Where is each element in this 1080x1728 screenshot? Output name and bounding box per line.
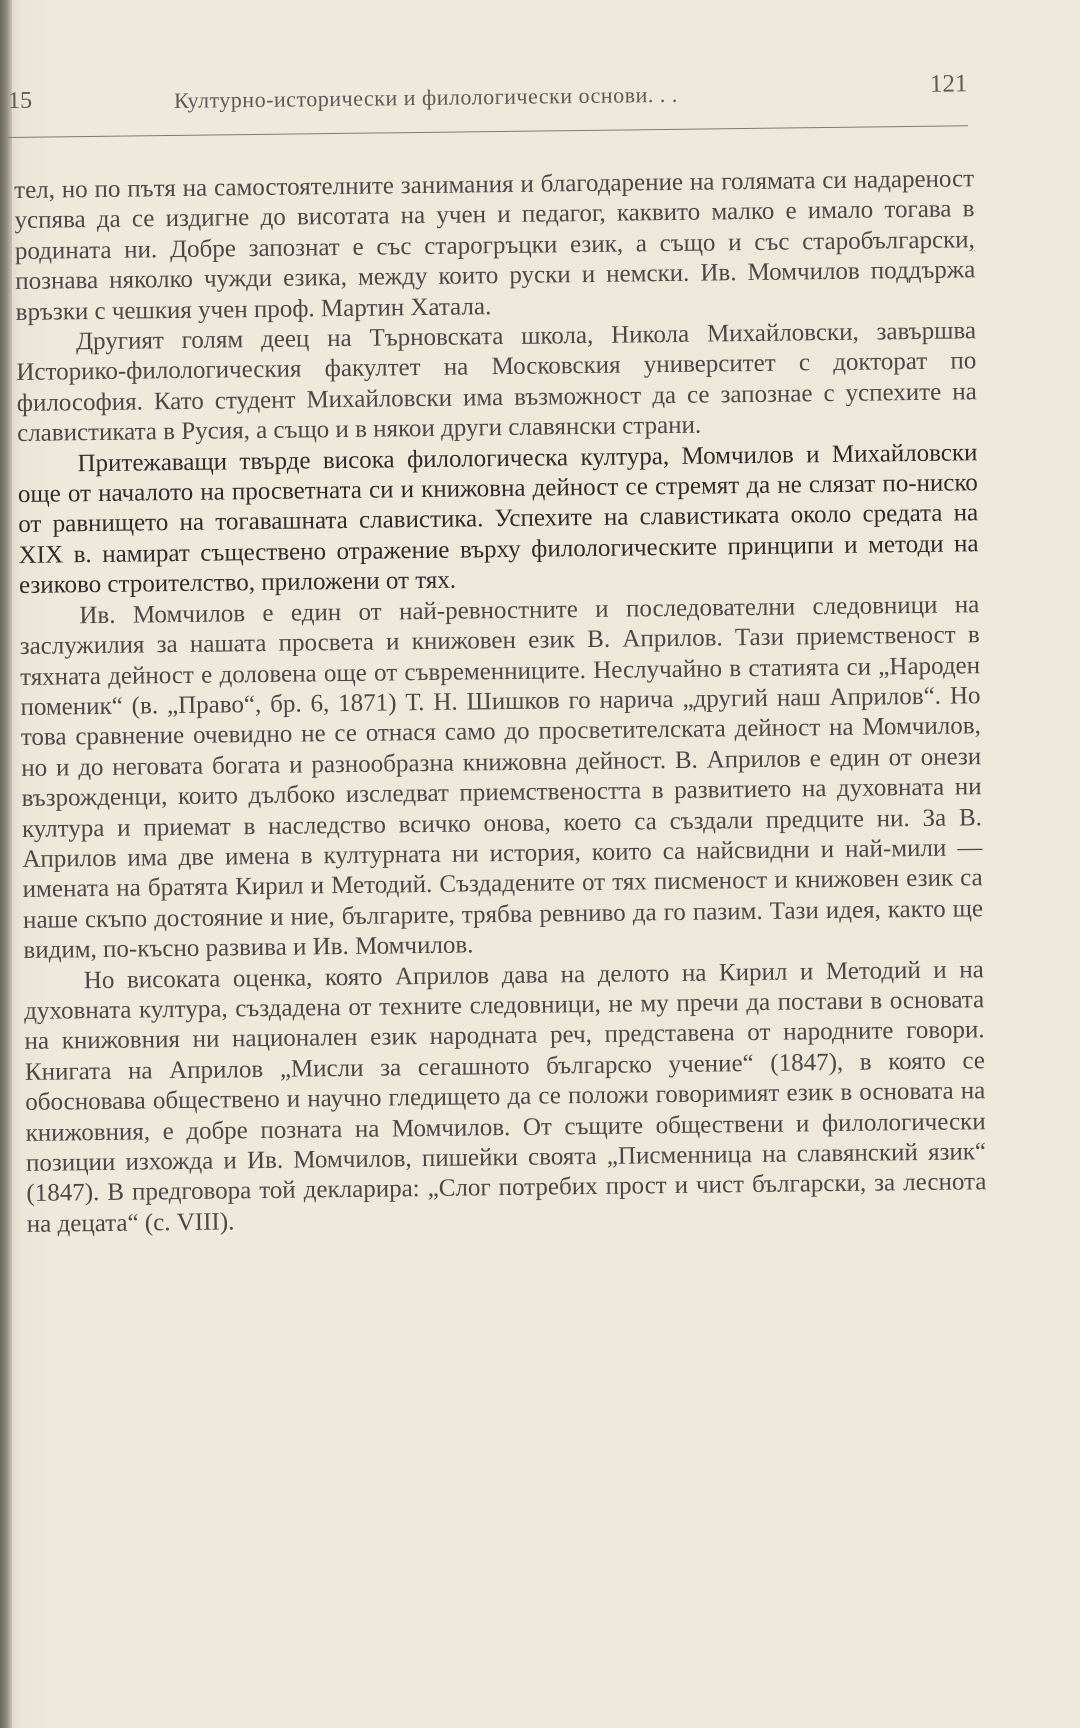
paragraph: Но високата оценка, която Априлов дава на делото на Кирил и Методий и на духовната култура, създадена от техните следовници, не му пречи да постави в основата на книжовния ни национален език народната реч, представена от народните говори. Книгата на Априлов „Мисли за сегашното българско учение“ (1847), в която се обосновава обществено и научно гледището да се положи говоримият език в основата на книжовния, е добре позната на Момчилов. От същите обществени и филологически позиции изхожда и Ив. Момчилов, пишейки своята „Писменница на славянский язик“ (1847). В предговора той декларира: „Слог потребих прост и чист български, за леснота на децата“ (с. VIII).	[24, 955, 987, 1238]
binding-shadow	[0, 0, 12, 1728]
running-title: Културно-исторически и филологически основи. . .	[173, 81, 678, 113]
header-rule	[8, 125, 968, 138]
paragraph: Притежаващи твърде висока филологическа култура, Момчилов и Михайловски още от началото на просветната си и книжовна дейност се стремят да не слязат по-ниско от равнището на тогавашната славистика. Успехите на славистиката около средата на XIX в. намират съществено отражение върху филологическите принципи и методи на езиково строителство, приложени от тях.	[17, 438, 979, 600]
body-text	[14, 164, 987, 1240]
page-number: 121	[929, 70, 968, 98]
paragraph: тел, но по пътя на самостоятелните занимания и благодарение на голямата си надареност успява да се издигне до висотата на учен и педагог, каквито малко е имало тогава в родината ни. Добре запознат е със старогръцки език, а също и със старобългарски, познава няколко чужди езика, между които руски и немски. Ив. Момчилов поддържа връзки с чешкия учен проф. Мартин Хатала.	[14, 165, 976, 326]
paragraph: Ив. Момчилов е един от най-ревностните и последователни следовници на заслужилия за нашата просвета и книжовен език В. Априлов. Тази приемственост в тяхната дейност е доловена още от съвременниците. Неслучайно в статията си „Народен поменик“ (в. „Право“, бр. 6, 1871) Т. Н. Шишков го нарича „другий наш Априлов“. Но това сравнение очевидно не се отнася само до просветителската дейност на Момчилов, но и до неговата богата и разнообразна книжовна дейност. В. Априлов е един от онези възрожденци, които дълбоко изследват приемствеността в развитието на духовната ни култура и приемат в наследство всичко онова, което са създали предците ни. За В. Априлов има две имена в културната ни история, които са найсвидни и най-мили — имената на братята Кирил и Методий. Създадените от тях писменост и книжовен език са наше скъпо достояние и ние, българите, трябва ревниво да го пазим. Тази идея, както ще видим, по-късно развива и Ив. Момчилов.	[19, 590, 984, 965]
paragraph: Другият голям деец на Търновската школа, Никола Михайловски, завършва Историко-филологическия факултет на Московския университет с докторат по философия. Като студент Михайловски има възможност да се запознае с успехите на славистиката в Русия, а също и в някои други славянски страни.	[16, 317, 977, 448]
page-number-left: 15	[7, 87, 33, 114]
running-header	[8, 70, 968, 122]
